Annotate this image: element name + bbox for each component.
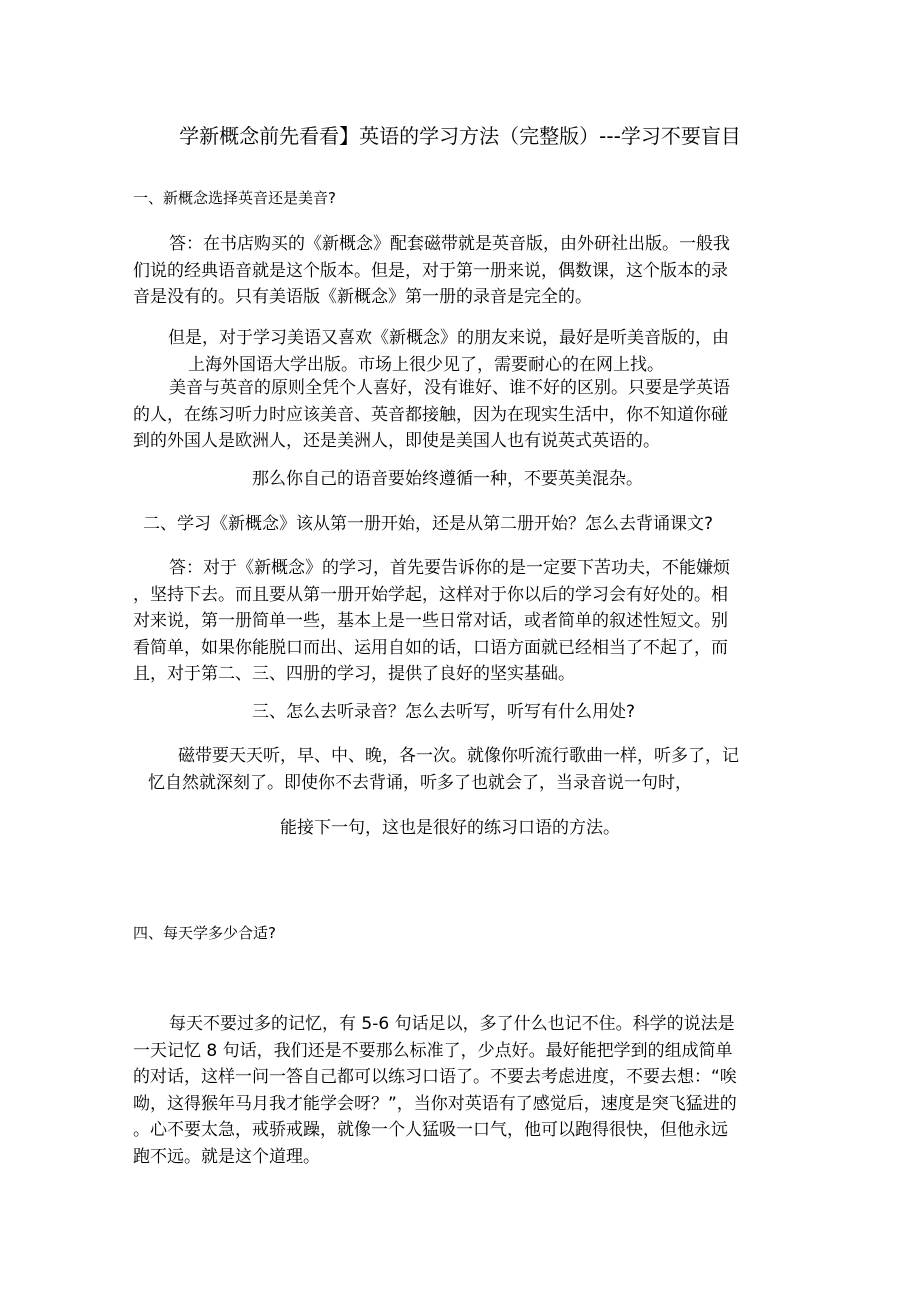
section1-conclusion: 那么你自己的语音要始终遵循一种，不要英美混杂。 — [252, 469, 643, 489]
section1-paragraph2 — [168, 325, 729, 378]
paragraph-line: 美音与英音的原则全凭个人喜好，没有谁好、谁不好的区别。只要是学英语 — [169, 378, 730, 398]
paragraph-line: 跑不远。就是这个道理。 — [133, 1146, 320, 1167]
paragraph-line: 们说的经典语音就是这个版本。但是，对于第一册来说，偶数课，这个版本的录 — [133, 260, 728, 281]
section1-heading: 一、新概念选择英音还是美音? — [133, 189, 336, 207]
paragraph-line: 每天不要过多的记忆，有 5-6 句话足以，多了什么也记不住。科学的说法是 — [169, 1014, 735, 1034]
paragraph-line: 。心不要太急，戒骄戒躁，就像一个人猛吸一口气，他可以跑得很快，但他永远 — [133, 1120, 728, 1140]
paragraph-line: 看简单，如果你能脱口而出、运用自如的话，口语方面就已经相当了不起了，而 — [133, 637, 728, 658]
section3-body — [148, 743, 739, 796]
section3-conclusion: 能接下一句，这也是很好的练习口语的方法。 — [280, 818, 620, 838]
paragraph-line: 音是没有的。只有美语版《新概念》第一册的录音是完全的。 — [133, 287, 592, 307]
section1-paragraph3 — [133, 375, 730, 455]
paragraph-line: 到的外国人是欧洲人，还是美洲人，即使是美国人也有说英式英语的。 — [133, 431, 660, 451]
paragraph-line: 呦，这得猴年马月我才能学会呀？”，当你对英语有了感觉后，速度是突飞猛进的 — [133, 1093, 737, 1114]
paragraph-line: ，坚持下去。而且要从第一册开始学起，这样对于你以后的学习会有好处的。相 — [133, 584, 728, 605]
section2-heading: 二、学习《新概念》该从第一册开始，还是从第二册开始？怎么去背诵课文? — [143, 514, 714, 534]
paragraph-line: 磁带要天天听，早、中、晚，各一次。就像你听流行歌曲一样，听多了，记 — [178, 746, 739, 766]
paragraph-line: 的人，在练习听力时应该美音、英音都接触，因为在现实生活中，你不知道你碰 — [133, 404, 728, 425]
section4-body — [133, 1011, 737, 1170]
section3-heading: 三、怎么去听录音？怎么去听写，听写有什么用处? — [252, 702, 636, 722]
paragraph-line: 上海外国语大学出版。市场上很少见了，需要耐心的在网上找。 — [188, 354, 664, 375]
paragraph-line: 但是，对于学习美语又喜欢《新概念》的朋友来说，最好是听美音版的，由 — [168, 328, 729, 348]
document-title: 学新概念前先看看】英语的学习方法（完整版）---学习不要盲目 — [179, 124, 741, 148]
paragraph-line: 答：对于《新概念》的学习，首先要告诉你的是一定要下苦功夫，不能嫌烦 — [169, 558, 730, 578]
paragraph-line: 且，对于第二、三、四册的学习，提供了良好的坚实基础。 — [133, 664, 575, 684]
section4-heading: 四、每天学多少合适? — [133, 924, 276, 942]
paragraph-line: 忆自然就深刻了。即使你不去背诵，听多了也就会了，当录音说一句时， — [148, 772, 692, 793]
paragraph-line: 一天记忆 8 句话，我们还是不要那么标准了，少点好。最好能把学到的组成简单 — [133, 1040, 733, 1061]
paragraph-line: 答：在书店购买的《新概念》配套磁带就是英音版，由外研社出版。一般我 — [169, 234, 730, 254]
paragraph-line: 的对话，这样一问一答自己都可以练习口语了。不要去考虑进度，不要去想：“唉 — [133, 1067, 737, 1087]
section1-answer — [133, 231, 730, 311]
paragraph-line: 对来说，第一册简单一些，基本上是一些日常对话，或者简单的叙述性短文。别 — [133, 611, 728, 631]
section2-answer — [133, 555, 730, 688]
